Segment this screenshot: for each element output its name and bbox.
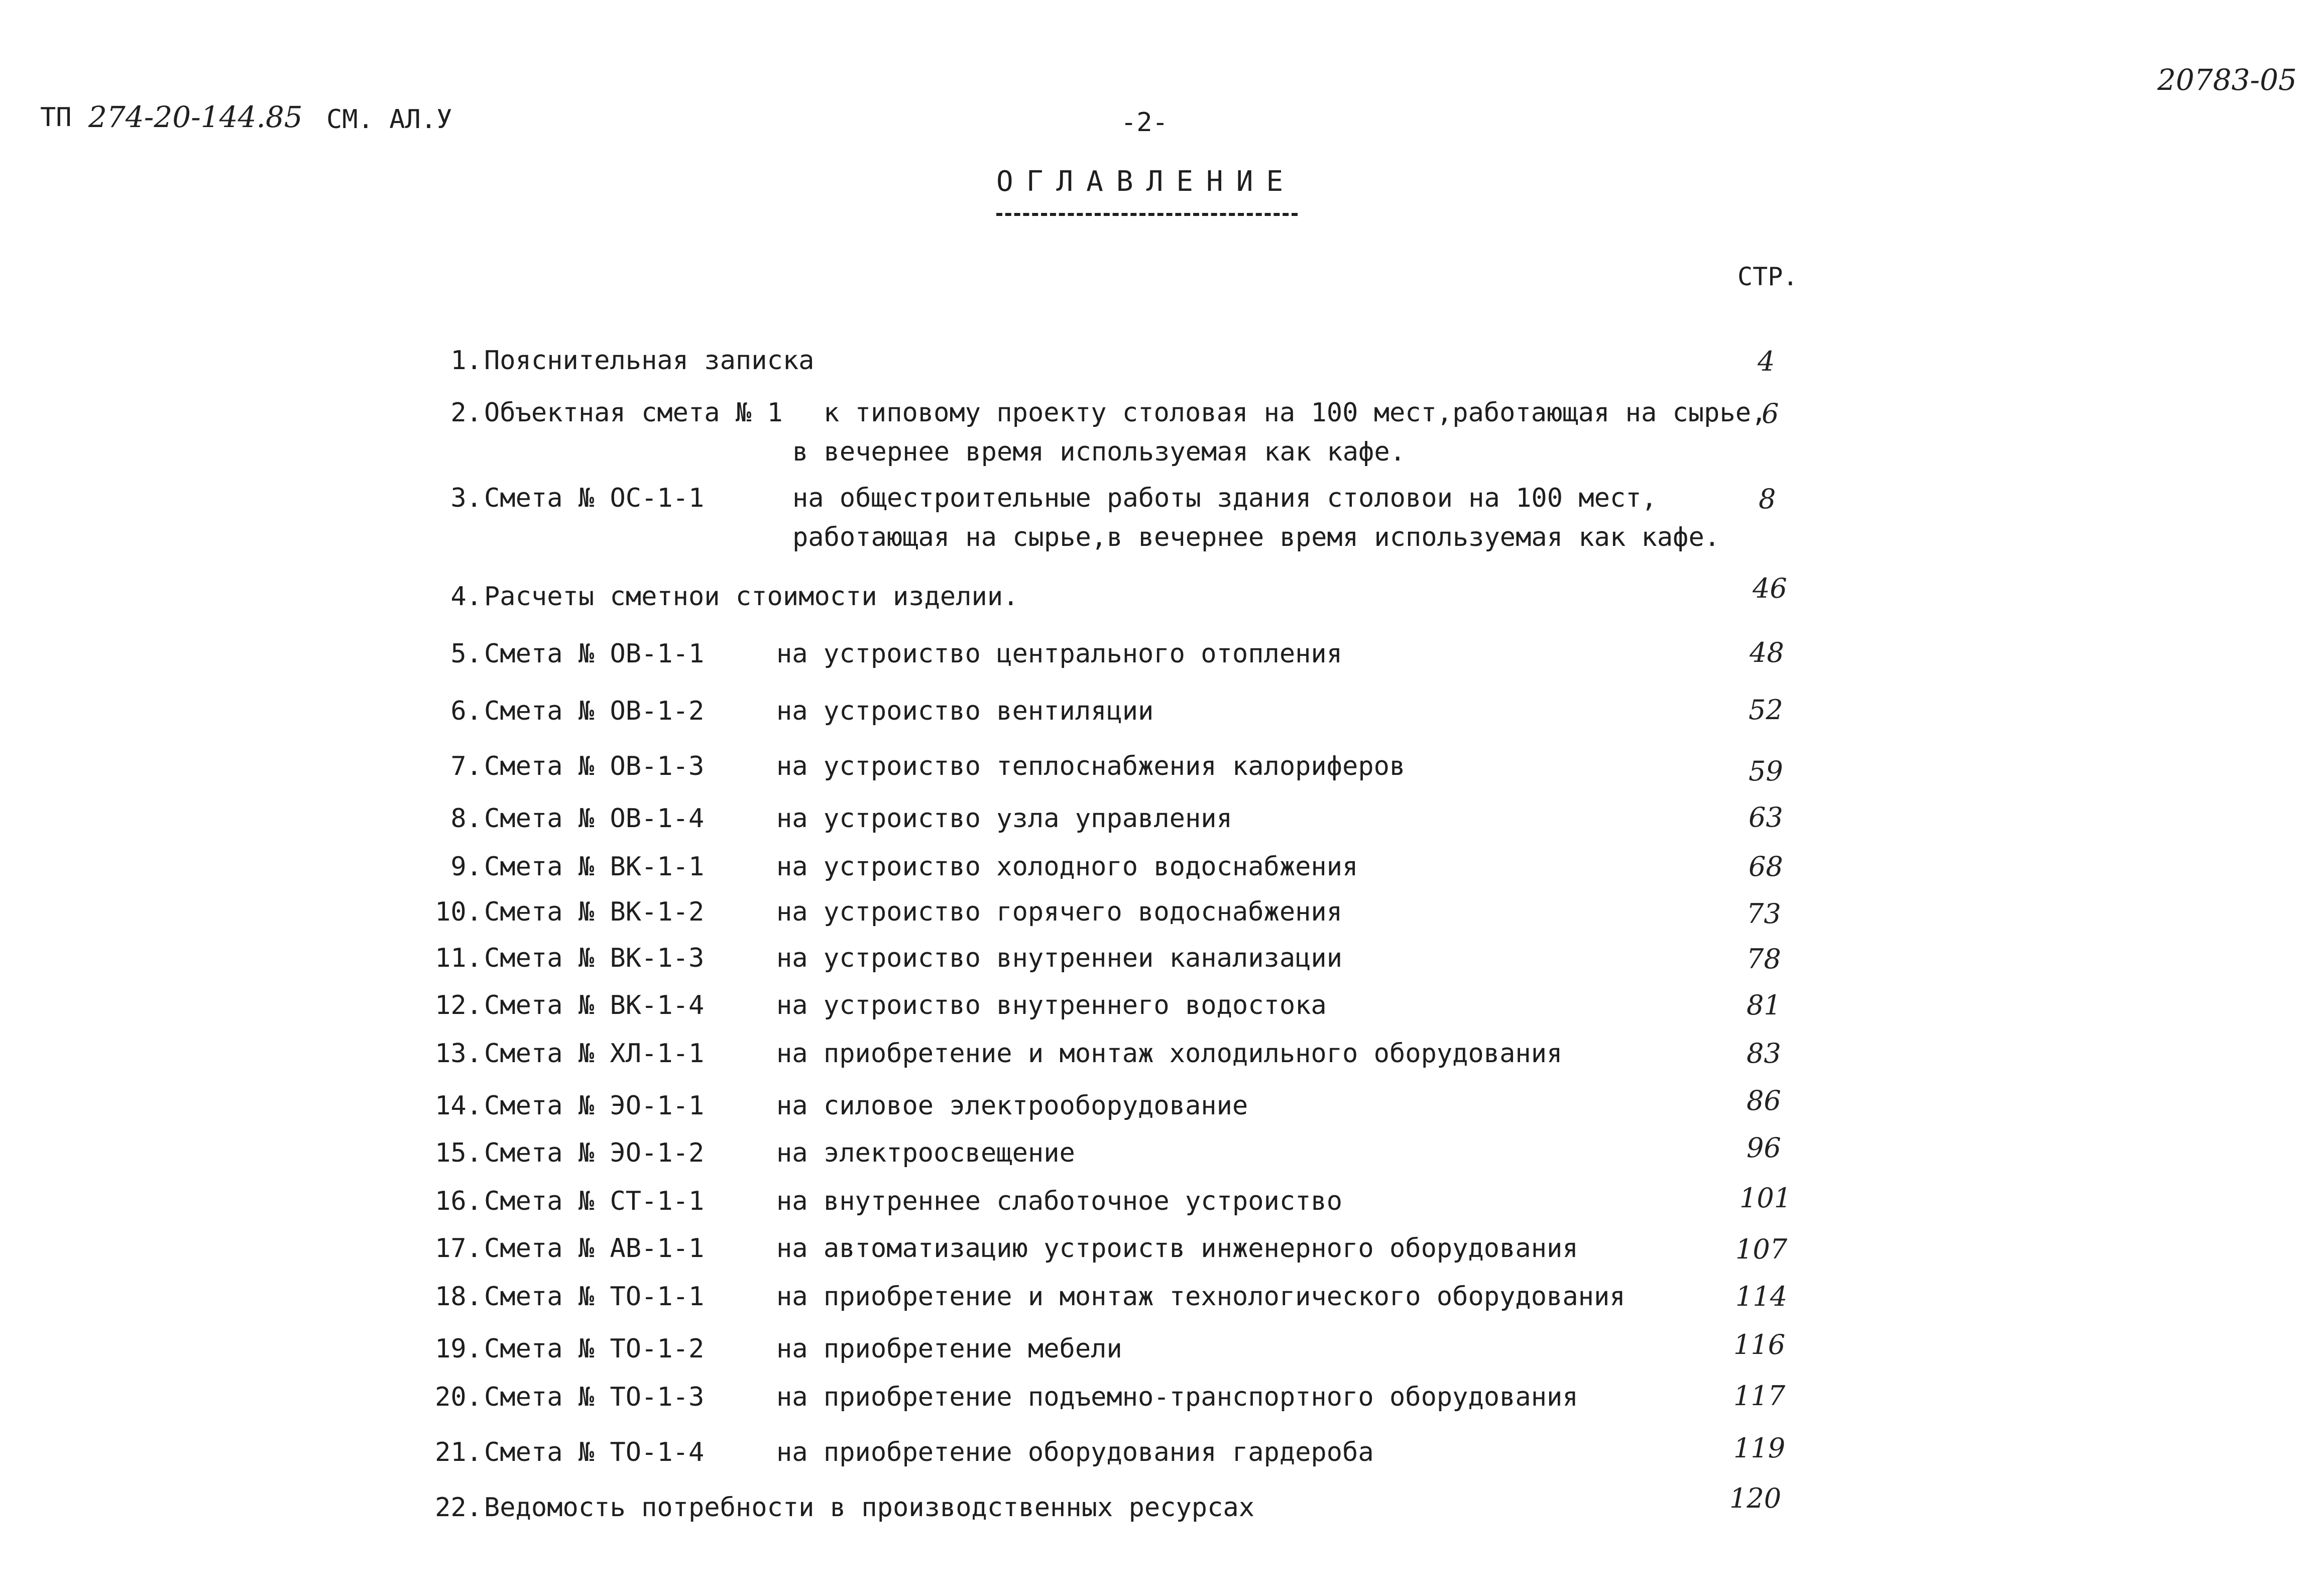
entry-number: 11. bbox=[435, 943, 482, 973]
entry-description: на устроиство теплоснабжения калориферов bbox=[776, 751, 1406, 781]
entry-label: Смета № ВК-1-2 bbox=[484, 897, 705, 927]
entry-label: Смета № ВК-1-1 bbox=[484, 852, 705, 882]
entry-page: 119 bbox=[1733, 1432, 1786, 1464]
entry-page: 8 bbox=[1759, 483, 1776, 515]
entry-number: 7. bbox=[450, 751, 482, 781]
entry-label: Смета № ОВ-1-3 bbox=[484, 751, 705, 781]
entry-page: 52 bbox=[1749, 694, 1783, 726]
doc-code-suffix: СМ. АЛ.У bbox=[326, 104, 452, 135]
entry-label: Смета № АВ-1-1 bbox=[484, 1233, 705, 1264]
entry-number: 16. bbox=[435, 1186, 482, 1216]
entry-number: 2. bbox=[450, 398, 482, 428]
entry-page: 59 bbox=[1749, 755, 1783, 787]
entry-description: к типовому проекту столовая на 100 мест,работающая на сырье, bbox=[824, 398, 1767, 428]
doc-code-number: 274-20-144.85 bbox=[88, 100, 303, 134]
sheet-number: 20783-05 bbox=[2157, 63, 2297, 97]
entry-number: 3. bbox=[450, 483, 482, 513]
entry-number: 6. bbox=[450, 696, 482, 726]
entry-label: Смета № ХЛ-1-1 bbox=[484, 1039, 705, 1069]
entry-description: на приобретение оборудования гардероба bbox=[776, 1437, 1374, 1467]
entry-number: 14. bbox=[435, 1091, 482, 1121]
entry-page: 114 bbox=[1735, 1281, 1788, 1312]
entry-label: Объектная смета № 1 bbox=[484, 398, 783, 428]
entry-page: 96 bbox=[1747, 1132, 1781, 1164]
entry-description: на приобретение и монтаж технологического оборудования bbox=[776, 1282, 1626, 1312]
entry-number: 18. bbox=[435, 1282, 482, 1312]
entry-page: 73 bbox=[1747, 898, 1781, 930]
entry-number: 20. bbox=[435, 1382, 482, 1412]
entry-number: 4. bbox=[450, 582, 482, 612]
entry-page: 46 bbox=[1753, 573, 1787, 604]
entry-number: 12. bbox=[435, 990, 482, 1020]
entry-number: 19. bbox=[435, 1334, 482, 1364]
entry-label: Смета № ЭО-1-2 bbox=[484, 1138, 705, 1168]
entry-description: на автоматизацию устроиств инженерного оборудования bbox=[776, 1233, 1578, 1264]
entry-page: 86 bbox=[1747, 1085, 1781, 1116]
entry-description: на устроиство горячего водоснабжения bbox=[776, 897, 1343, 927]
page-title: ОГЛАВЛЕНИЕ bbox=[996, 165, 1297, 198]
entry-number: 13. bbox=[435, 1039, 482, 1069]
entry-description: на электроосвещение bbox=[776, 1138, 1075, 1168]
entry-page: 48 bbox=[1750, 637, 1784, 668]
doc-code-prefix: ТП bbox=[40, 102, 72, 133]
entry-description: на устроиство внутреннеи канализации bbox=[776, 943, 1343, 973]
entry-page: 101 bbox=[1740, 1182, 1792, 1214]
entry-label: Смета № ОС-1-1 bbox=[484, 483, 705, 513]
entry-description: на внутреннее слаботочное устроиство bbox=[776, 1186, 1343, 1216]
entry-page: 117 bbox=[1733, 1380, 1786, 1412]
entry-description: на устроиство вентиляции bbox=[776, 696, 1154, 726]
entry-number: 17. bbox=[435, 1233, 482, 1264]
entry-description-continued: в вечернее время используемая как кафе. bbox=[792, 437, 1406, 467]
entry-number: 9. bbox=[450, 852, 482, 882]
entry-description-continued: работающая на сырье,в вечернее время используемая как кафе. bbox=[792, 522, 1720, 552]
entry-number: 8. bbox=[450, 804, 482, 834]
entry-page: 63 bbox=[1749, 802, 1783, 833]
entry-label: Смета № ТО-1-1 bbox=[484, 1282, 705, 1312]
entry-page: 107 bbox=[1735, 1233, 1788, 1265]
entry-label: Смета № ОВ-1-1 bbox=[484, 639, 705, 669]
entry-label: Смета № ВК-1-4 bbox=[484, 990, 705, 1020]
entry-label: Смета № ОВ-1-2 bbox=[484, 696, 705, 726]
entry-description: на устроиство узла управления bbox=[776, 804, 1232, 834]
entry-page: 83 bbox=[1747, 1038, 1781, 1069]
page-number: -2- bbox=[1121, 107, 1168, 138]
entry-page: 68 bbox=[1749, 851, 1783, 882]
entry-description: на приобретение подъемно-транспортного оборудования bbox=[776, 1382, 1578, 1412]
entry-number: 22. bbox=[435, 1493, 482, 1523]
entry-page: 6 bbox=[1762, 398, 1779, 429]
entry-page: 116 bbox=[1733, 1329, 1786, 1360]
entry-label: Смета № ТО-1-2 bbox=[484, 1334, 705, 1364]
entry-description: на устроиство внутреннего водостока bbox=[776, 990, 1327, 1020]
page-column-label: СТР. bbox=[1737, 262, 1798, 291]
title-underline bbox=[996, 213, 1298, 216]
entry-description: на общестроительные работы здания столовои на 100 мест, bbox=[792, 483, 1657, 513]
entry-label: Ведомость потребности в производственных ресурсах bbox=[484, 1493, 1255, 1523]
entry-page: 81 bbox=[1747, 989, 1781, 1021]
entry-label: Смета № ТО-1-4 bbox=[484, 1437, 705, 1467]
entry-label: Смета № ОВ-1-4 bbox=[484, 804, 705, 834]
entry-label: Пояснительная записка bbox=[484, 346, 815, 376]
entry-page: 4 bbox=[1758, 346, 1775, 377]
entry-page: 120 bbox=[1729, 1483, 1782, 1514]
entry-description: на приобретение и монтаж холодильного оборудования bbox=[776, 1039, 1563, 1069]
entry-label: Смета № ТО-1-3 bbox=[484, 1382, 705, 1412]
entry-label: Расчеты сметнои стоимости изделии. bbox=[484, 582, 1019, 612]
entry-page: 78 bbox=[1747, 943, 1781, 975]
entry-description: на устроиство центрального отопления bbox=[776, 639, 1343, 669]
entry-label: Смета № ВК-1-3 bbox=[484, 943, 705, 973]
entry-label: Смета № ЭО-1-1 bbox=[484, 1091, 705, 1121]
entry-description: на приобретение мебели bbox=[776, 1334, 1122, 1364]
entry-description: на силовое электрооборудование bbox=[776, 1091, 1248, 1121]
entry-number: 15. bbox=[435, 1138, 482, 1168]
entry-number: 1. bbox=[450, 346, 482, 376]
entry-label: Смета № СТ-1-1 bbox=[484, 1186, 705, 1216]
entry-description: на устроиство холодного водоснабжения bbox=[776, 852, 1358, 882]
entry-number: 5. bbox=[450, 639, 482, 669]
entry-number: 10. bbox=[435, 897, 482, 927]
entry-number: 21. bbox=[435, 1437, 482, 1467]
